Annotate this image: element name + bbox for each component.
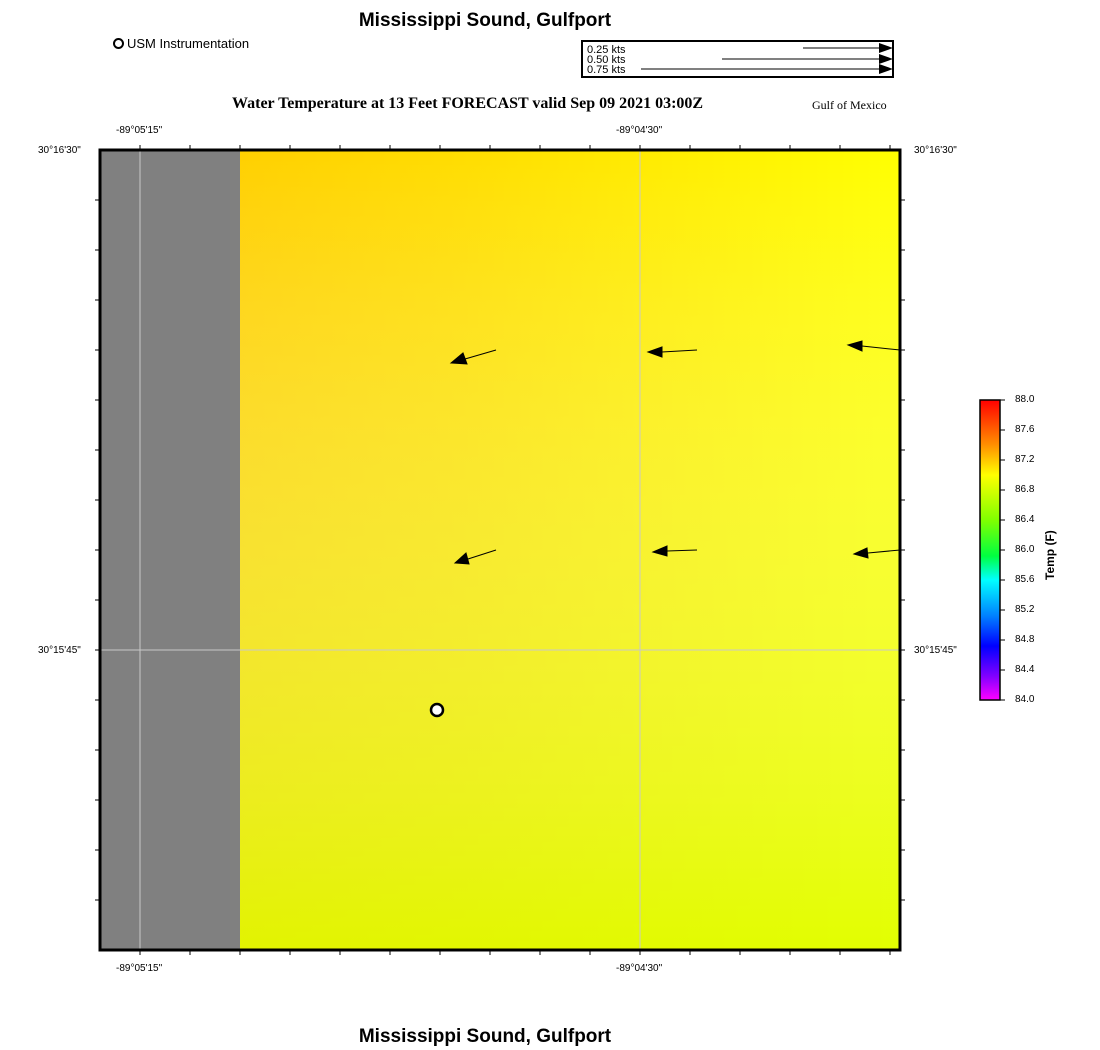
colorbar-tick-label: 84.8 [1015,634,1035,645]
colorbar-tick-label: 84.0 [1015,694,1035,705]
vector-scale-label: 0.25 kts [587,44,626,56]
lon-tick-label: -89°05'15" [116,125,163,136]
lat-tick-label: 30°16'30" [914,145,957,156]
map-footer-title: Mississippi Sound, Gulfport [358,1026,612,1047]
usm-station-marker[interactable] [431,704,443,716]
lon-tick-label: -89°04'30" [616,963,663,974]
lat-tick-label: 30°15'45" [914,645,957,656]
colorbar-tick-label: 86.8 [1015,484,1035,495]
water-shading [240,150,900,950]
colorbar-tick-label: 86.0 [1015,544,1035,555]
map-title: Mississippi Sound, Gulfport [358,10,612,31]
colorbar-title: Temp (F) [1043,530,1057,580]
colorbar-tick-label: 84.4 [1015,664,1035,675]
colorbar-tick-label: 88.0 [1015,394,1035,405]
vector-scale-label: 0.75 kts [587,64,626,76]
map-frame [95,145,905,955]
lon-tick-label: -89°05'15" [116,963,163,974]
colorbar-tick-label: 85.2 [1015,604,1035,615]
lat-tick-label: 30°16'30" [38,145,81,156]
lat-tick-label: 30°15'45" [38,645,81,656]
colorbar-tick-label: 85.6 [1015,574,1035,585]
region-label: Gulf of Mexico [812,98,887,112]
colorbar-tick-label: 86.4 [1015,514,1035,525]
colorbar-gradient [980,400,1000,700]
lon-tick-label: -89°04'30" [616,125,663,136]
land-area [100,150,240,950]
map-subtitle: Water Temperature at 13 Feet FORECAST valid Sep 09 2021 03:00Z [232,95,704,112]
vector-scale-label: 0.50 kts [587,54,626,66]
colorbar-tick-label: 87.6 [1015,424,1035,435]
colorbar [980,400,1005,700]
colorbar-tick-label: 87.2 [1015,454,1035,465]
station-legend-label: USM Instrumentation [127,36,250,51]
